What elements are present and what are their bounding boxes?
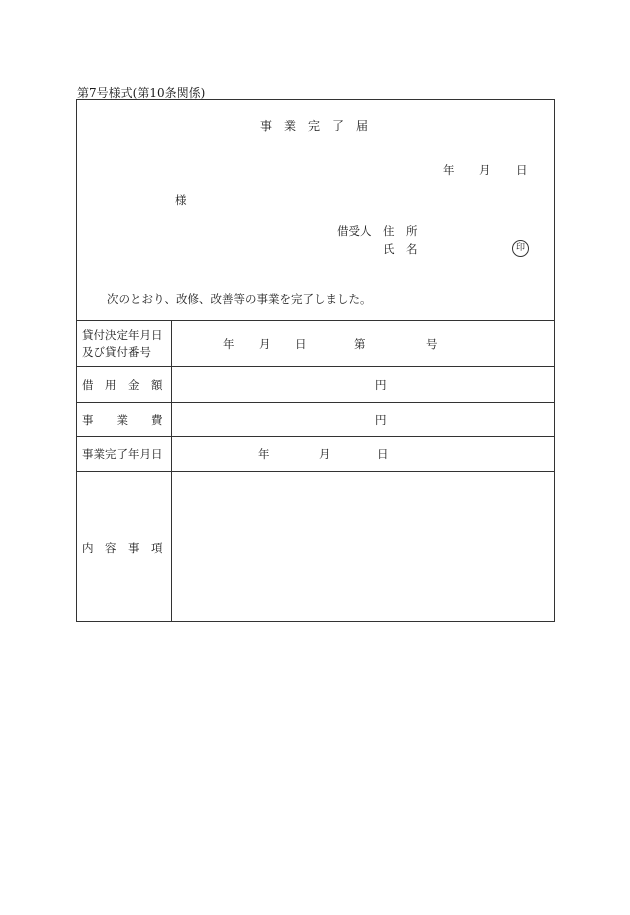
loan-decision-year: 年 [223,337,235,351]
borrower-name-label: 氏 名 [383,242,418,256]
date-month: 月 [479,163,491,177]
row-rule-4 [77,471,554,472]
row-rule-2 [77,402,554,403]
label-column-rule [171,320,172,621]
table-top-rule [77,320,554,321]
completion-date-year: 年 [258,447,270,461]
seal-mark: 印 [512,240,529,257]
completion-date-label: 事業完了年月日 [82,447,163,461]
loan-decision-month: 月 [259,337,271,351]
project-cost-unit: 円 [375,413,387,427]
loan-number-suffix: 号 [426,337,438,351]
completion-date-day: 日 [377,447,389,461]
document-title: 事業完了届 [260,119,381,133]
loan-decision-label-1: 貸付決定年月日 [82,328,163,342]
loan-number-prefix: 第 [354,337,366,351]
borrower-address-label: 住 所 [383,224,418,238]
details-label: 内 容 事 項 [82,541,163,555]
borrower-label: 借受人 [337,224,372,238]
completion-date-month: 月 [319,447,331,461]
loan-decision-day: 日 [295,337,307,351]
date-year: 年 [443,163,455,177]
form-number: 第7号様式(第10条関係) [77,86,206,100]
loan-amount-unit: 円 [375,378,387,392]
addressee-suffix: 様 [175,193,187,207]
completion-statement: 次のとおり、改修、改善等の事業を完了しました。 [107,292,372,306]
form-frame [76,99,555,622]
row-rule-3 [77,436,554,437]
row-rule-1 [77,366,554,367]
project-cost-label: 事 業 費 [82,413,163,427]
loan-decision-label-2: 及び貸付番号 [82,345,151,359]
loan-amount-label: 借 用 金 額 [82,378,163,392]
date-day: 日 [516,163,528,177]
